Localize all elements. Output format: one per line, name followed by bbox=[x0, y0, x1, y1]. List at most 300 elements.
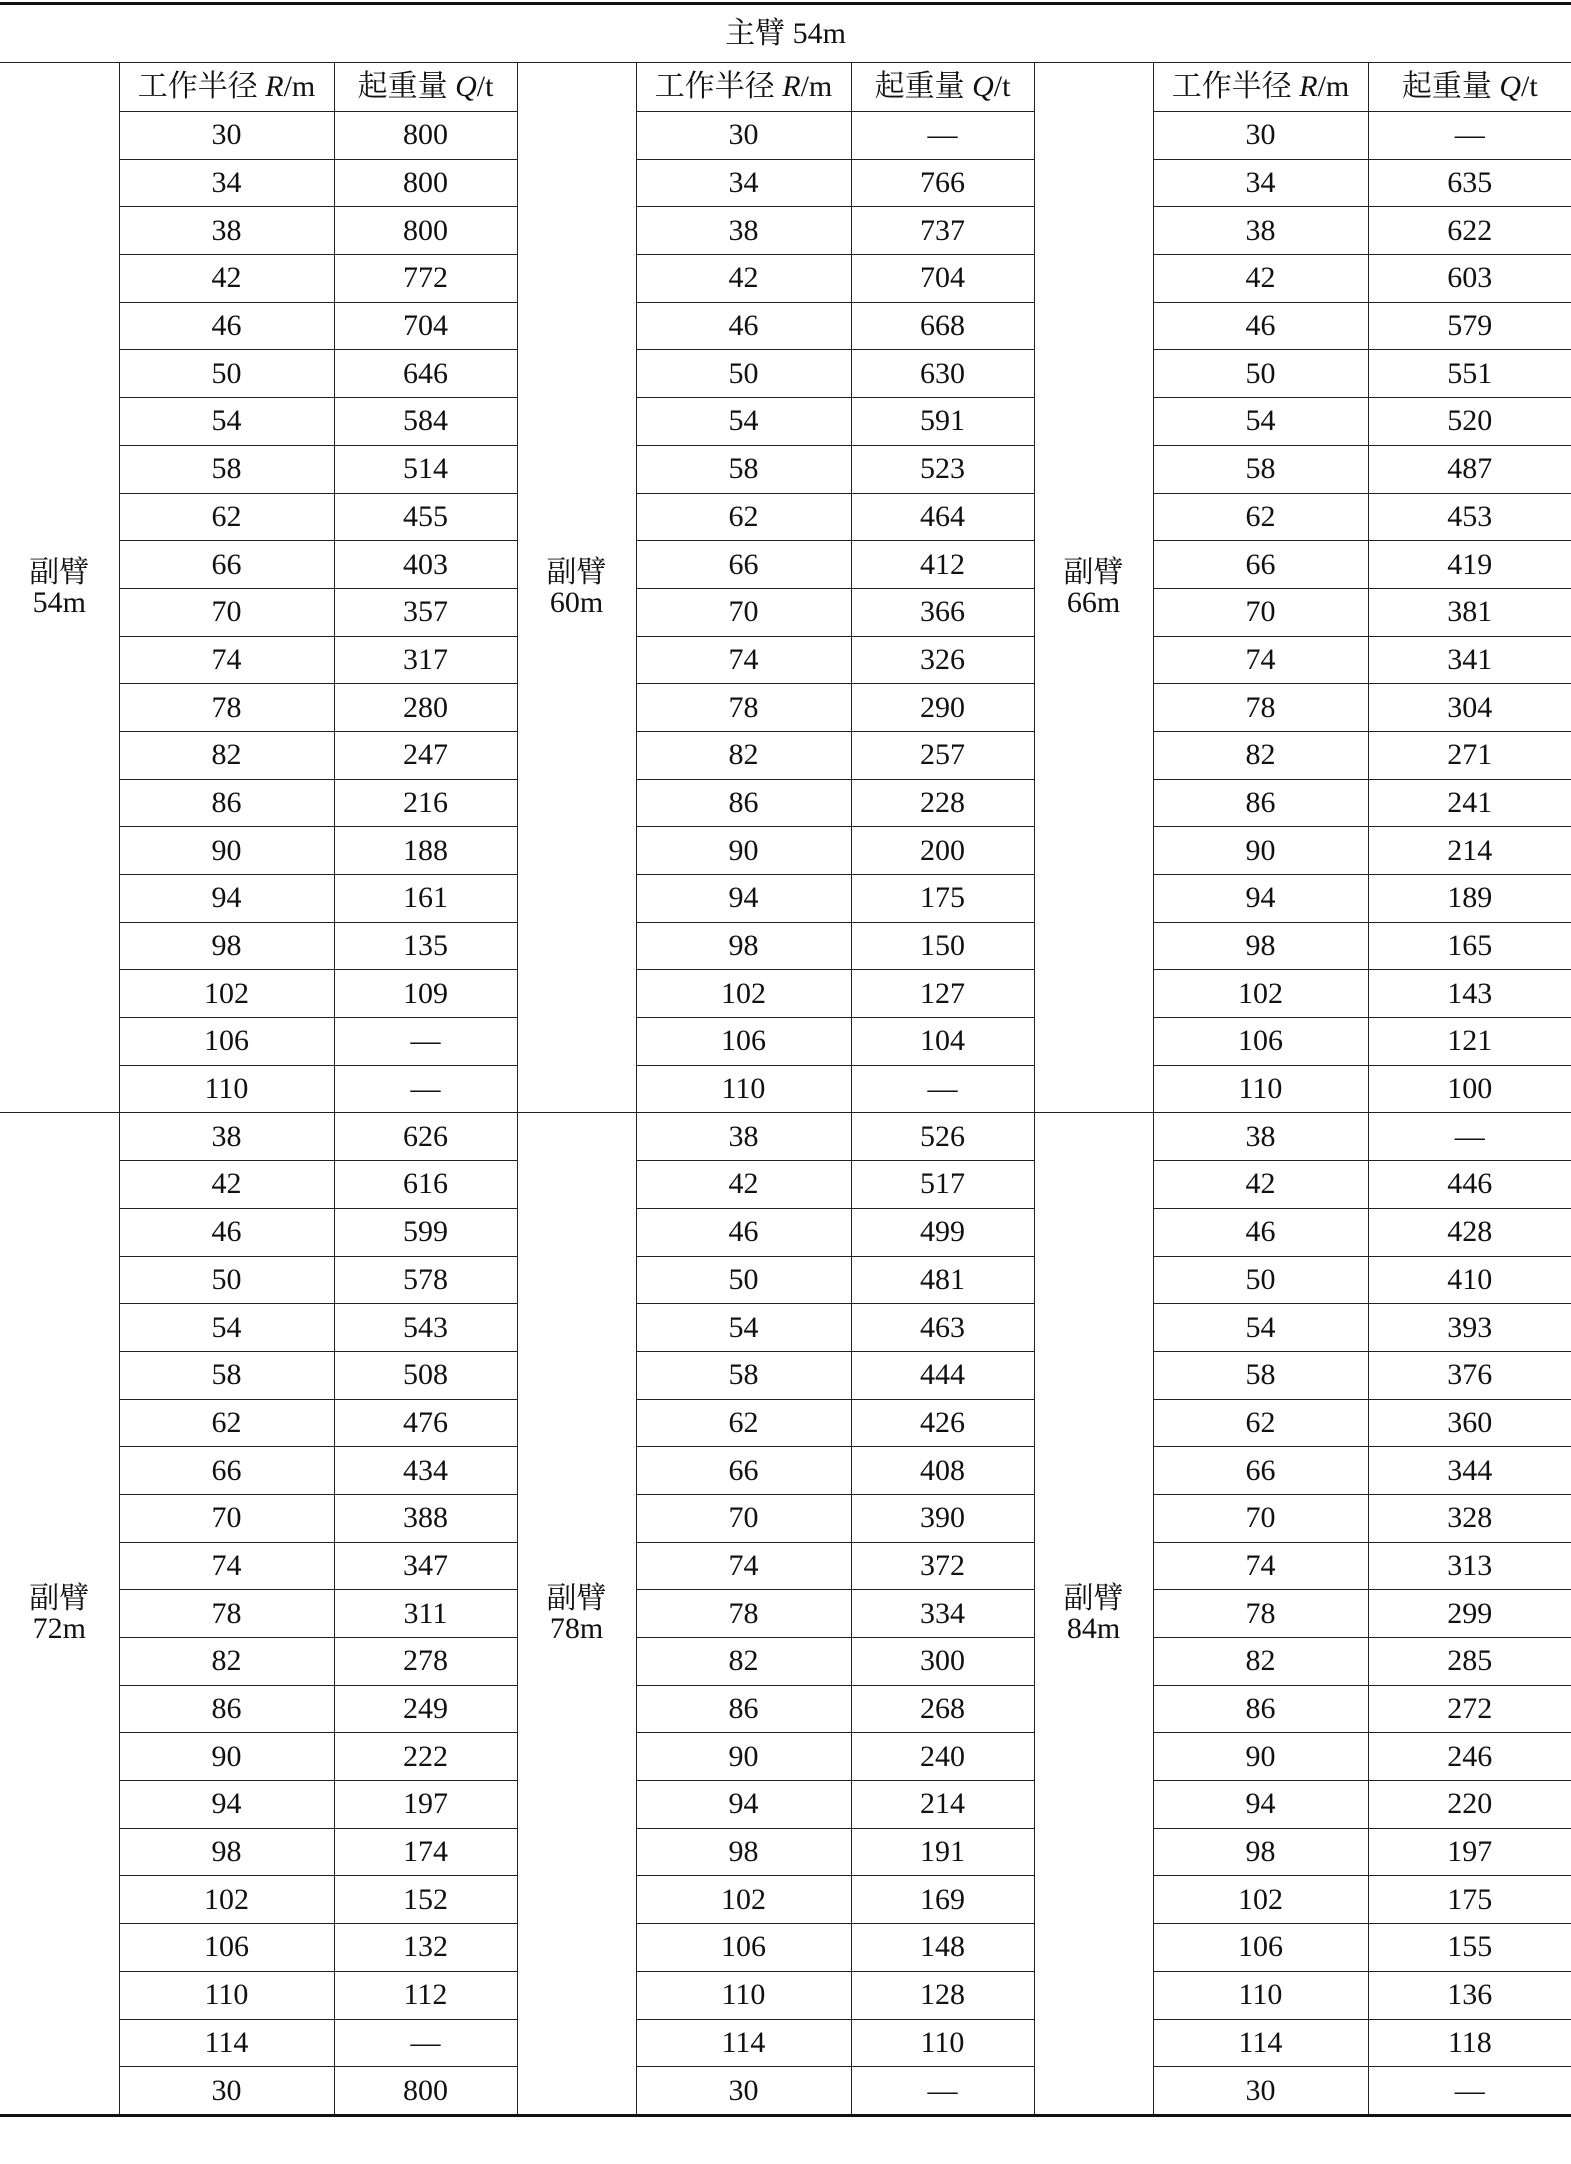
radius-cell: 114 bbox=[636, 2019, 851, 2067]
radius-cell: 42 bbox=[119, 1161, 334, 1209]
table-row bbox=[0, 493, 1571, 541]
jib-label: 副臂 bbox=[29, 555, 90, 589]
radius-cell: 90 bbox=[119, 827, 334, 875]
table-row bbox=[0, 207, 1571, 255]
capacity-cell: 626 bbox=[334, 1113, 517, 1161]
table-row bbox=[0, 827, 1571, 875]
radius-cell: 30 bbox=[119, 2067, 334, 2116]
capacity-cell: 112 bbox=[334, 1971, 517, 2019]
header-symbol: Q bbox=[1499, 70, 1522, 103]
radius-cell: 50 bbox=[1153, 1256, 1368, 1304]
radius-cell: 38 bbox=[119, 207, 334, 255]
radius-cell: 46 bbox=[119, 302, 334, 350]
radius-cell: 70 bbox=[1153, 1494, 1368, 1542]
capacity-cell: 357 bbox=[334, 588, 517, 636]
radius-cell: 70 bbox=[636, 1494, 851, 1542]
capacity-cell: 197 bbox=[1368, 1828, 1571, 1876]
radius-cell: 62 bbox=[119, 493, 334, 541]
capacity-cell: 135 bbox=[334, 922, 517, 970]
capacity-cell: 317 bbox=[334, 636, 517, 684]
table-row bbox=[0, 541, 1571, 589]
header-unit: /m bbox=[1317, 70, 1350, 103]
capacity-cell: 630 bbox=[851, 350, 1034, 398]
header-working-radius bbox=[636, 63, 851, 112]
capacity-cell: — bbox=[851, 112, 1034, 160]
radius-cell: 78 bbox=[119, 684, 334, 732]
radius-cell: 70 bbox=[1153, 588, 1368, 636]
capacity-cell: — bbox=[1368, 112, 1571, 160]
radius-cell: 42 bbox=[1153, 1161, 1368, 1209]
capacity-cell: 390 bbox=[851, 1494, 1034, 1542]
radius-cell: 86 bbox=[119, 1685, 334, 1733]
capacity-cell: 428 bbox=[1368, 1208, 1571, 1256]
table-title: 主臂 54m bbox=[0, 4, 1571, 63]
table-row bbox=[0, 159, 1571, 207]
radius-cell: 46 bbox=[636, 1208, 851, 1256]
jib-length-cell bbox=[0, 63, 119, 1113]
radius-cell: 82 bbox=[119, 731, 334, 779]
capacity-cell: — bbox=[334, 1018, 517, 1066]
capacity-cell: — bbox=[334, 1065, 517, 1113]
table-row bbox=[0, 636, 1571, 684]
header-label: 工作半径 bbox=[1171, 70, 1300, 103]
capacity-cell: 616 bbox=[334, 1161, 517, 1209]
capacity-cell: 579 bbox=[1368, 302, 1571, 350]
capacity-cell: 174 bbox=[334, 1828, 517, 1876]
capacity-cell: 551 bbox=[1368, 350, 1571, 398]
radius-cell: 90 bbox=[119, 1733, 334, 1781]
radius-cell: 74 bbox=[119, 1542, 334, 1590]
jib-label: 副臂 bbox=[1063, 555, 1124, 589]
radius-cell: 74 bbox=[119, 636, 334, 684]
capacity-cell: 800 bbox=[334, 159, 517, 207]
capacity-cell: 403 bbox=[334, 541, 517, 589]
radius-cell: 94 bbox=[1153, 875, 1368, 923]
capacity-cell: 800 bbox=[334, 207, 517, 255]
radius-cell: 110 bbox=[636, 1971, 851, 2019]
capacity-cell: 246 bbox=[1368, 1733, 1571, 1781]
capacity-cell: 132 bbox=[334, 1924, 517, 1972]
radius-cell: 46 bbox=[1153, 302, 1368, 350]
radius-cell: 62 bbox=[1153, 1399, 1368, 1447]
jib-length: 66m bbox=[1066, 585, 1121, 619]
capacity-cell: 155 bbox=[1368, 1924, 1571, 1972]
capacity-cell: 381 bbox=[1368, 588, 1571, 636]
header-unit: /t bbox=[993, 70, 1011, 103]
radius-cell: 106 bbox=[636, 1018, 851, 1066]
jib-length: 78m bbox=[549, 1611, 604, 1645]
capacity-cell: 100 bbox=[1368, 1065, 1571, 1113]
capacity-cell: 412 bbox=[851, 541, 1034, 589]
table-row bbox=[0, 1828, 1571, 1876]
capacity-cell: 426 bbox=[851, 1399, 1034, 1447]
radius-cell: 30 bbox=[1153, 2067, 1368, 2116]
table-row bbox=[0, 1876, 1571, 1924]
radius-cell: 82 bbox=[119, 1638, 334, 1686]
table-row bbox=[0, 1018, 1571, 1066]
capacity-cell: 347 bbox=[334, 1542, 517, 1590]
capacity-cell: 646 bbox=[334, 350, 517, 398]
capacity-cell: 591 bbox=[851, 398, 1034, 446]
radius-cell: 50 bbox=[636, 1256, 851, 1304]
capacity-cell: 127 bbox=[851, 970, 1034, 1018]
radius-cell: 98 bbox=[636, 922, 851, 970]
capacity-cell: 520 bbox=[1368, 398, 1571, 446]
capacity-cell: 175 bbox=[1368, 1876, 1571, 1924]
radius-cell: 38 bbox=[636, 207, 851, 255]
header-label: 工作半径 bbox=[654, 70, 783, 103]
table-row bbox=[0, 2019, 1571, 2067]
radius-cell: 42 bbox=[1153, 255, 1368, 303]
capacity-cell: 514 bbox=[334, 445, 517, 493]
capacity-cell: 344 bbox=[1368, 1447, 1571, 1495]
radius-cell: 78 bbox=[636, 1590, 851, 1638]
table-row bbox=[0, 588, 1571, 636]
capacity-cell: 285 bbox=[1368, 1638, 1571, 1686]
capacity-cell: 410 bbox=[1368, 1256, 1571, 1304]
radius-cell: 34 bbox=[636, 159, 851, 207]
capacity-cell: 152 bbox=[334, 1876, 517, 1924]
table-row bbox=[0, 1256, 1571, 1304]
header-working-radius bbox=[119, 63, 334, 112]
jib-length-cell bbox=[1034, 63, 1153, 1113]
radius-cell: 94 bbox=[119, 875, 334, 923]
radius-cell: 98 bbox=[1153, 1828, 1368, 1876]
capacity-cell: 216 bbox=[334, 779, 517, 827]
radius-cell: 86 bbox=[636, 779, 851, 827]
table-row bbox=[0, 1208, 1571, 1256]
capacity-cell: 772 bbox=[334, 255, 517, 303]
jib-length-cell bbox=[517, 1113, 636, 2115]
radius-cell: 102 bbox=[1153, 970, 1368, 1018]
capacity-cell: 603 bbox=[1368, 255, 1571, 303]
radius-cell: 30 bbox=[636, 2067, 851, 2116]
radius-cell: 62 bbox=[119, 1399, 334, 1447]
jib-length: 84m bbox=[1066, 1611, 1121, 1645]
capacity-cell: 240 bbox=[851, 1733, 1034, 1781]
capacity-cell: 328 bbox=[1368, 1494, 1571, 1542]
capacity-cell: 341 bbox=[1368, 636, 1571, 684]
capacity-cell: 272 bbox=[1368, 1685, 1571, 1733]
radius-cell: 58 bbox=[119, 445, 334, 493]
radius-cell: 90 bbox=[1153, 827, 1368, 875]
capacity-cell: 360 bbox=[1368, 1399, 1571, 1447]
radius-cell: 78 bbox=[636, 684, 851, 732]
capacity-cell: 268 bbox=[851, 1685, 1034, 1733]
radius-cell: 102 bbox=[636, 1876, 851, 1924]
radius-cell: 70 bbox=[119, 588, 334, 636]
capacity-cell: 188 bbox=[334, 827, 517, 875]
radius-cell: 74 bbox=[636, 636, 851, 684]
header-label: 起重量 bbox=[874, 70, 973, 103]
capacity-cell: 481 bbox=[851, 1256, 1034, 1304]
radius-cell: 34 bbox=[1153, 159, 1368, 207]
radius-cell: 94 bbox=[636, 875, 851, 923]
capacity-cell: 278 bbox=[334, 1638, 517, 1686]
table-row bbox=[0, 398, 1571, 446]
capacity-cell: 189 bbox=[1368, 875, 1571, 923]
capacity-cell: 487 bbox=[1368, 445, 1571, 493]
capacity-cell: 704 bbox=[334, 302, 517, 350]
radius-cell: 90 bbox=[636, 827, 851, 875]
table-row bbox=[0, 1304, 1571, 1352]
jib-label: 副臂 bbox=[546, 555, 607, 589]
header-symbol: Q bbox=[455, 70, 477, 103]
capacity-cell: 313 bbox=[1368, 1542, 1571, 1590]
capacity-cell: 737 bbox=[851, 207, 1034, 255]
capacity-cell: 455 bbox=[334, 493, 517, 541]
capacity-cell: 668 bbox=[851, 302, 1034, 350]
capacity-cell: 393 bbox=[1368, 1304, 1571, 1352]
header-unit: /m bbox=[800, 70, 833, 103]
capacity-cell: 408 bbox=[851, 1447, 1034, 1495]
capacity-cell: 446 bbox=[1368, 1161, 1571, 1209]
capacity-cell: 800 bbox=[334, 112, 517, 160]
radius-cell: 86 bbox=[119, 779, 334, 827]
radius-cell: 50 bbox=[119, 350, 334, 398]
radius-cell: 42 bbox=[119, 255, 334, 303]
capacity-cell: 599 bbox=[334, 1208, 517, 1256]
radius-cell: 110 bbox=[119, 1065, 334, 1113]
header-lifting-capacity bbox=[334, 63, 517, 112]
table-row bbox=[0, 779, 1571, 827]
table-row bbox=[0, 922, 1571, 970]
capacity-cell: 136 bbox=[1368, 1971, 1571, 2019]
header-label: 工作半径 bbox=[137, 70, 266, 103]
radius-cell: 98 bbox=[119, 1828, 334, 1876]
radius-cell: 66 bbox=[1153, 541, 1368, 589]
jib-length-cell bbox=[1034, 1113, 1153, 2115]
radius-cell: 38 bbox=[119, 1113, 334, 1161]
radius-cell: 38 bbox=[636, 1113, 851, 1161]
radius-cell: 62 bbox=[636, 1399, 851, 1447]
table-row bbox=[0, 1733, 1571, 1781]
table-row bbox=[0, 1924, 1571, 1972]
capacity-cell: 175 bbox=[851, 875, 1034, 923]
radius-cell: 98 bbox=[1153, 922, 1368, 970]
jib-length: 60m bbox=[549, 585, 604, 619]
radius-cell: 74 bbox=[1153, 636, 1368, 684]
capacity-cell: 214 bbox=[1368, 827, 1571, 875]
capacity-cell: 635 bbox=[1368, 159, 1571, 207]
radius-cell: 58 bbox=[636, 445, 851, 493]
radius-cell: 94 bbox=[1153, 1781, 1368, 1829]
capacity-cell: 517 bbox=[851, 1161, 1034, 1209]
radius-cell: 78 bbox=[119, 1590, 334, 1638]
capacity-cell: 300 bbox=[851, 1638, 1034, 1686]
jib-length-cell bbox=[0, 1113, 119, 2115]
radius-cell: 110 bbox=[1153, 1971, 1368, 2019]
radius-cell: 54 bbox=[1153, 398, 1368, 446]
header-lifting-capacity bbox=[1368, 63, 1571, 112]
capacity-cell: 453 bbox=[1368, 493, 1571, 541]
capacity-cell: 704 bbox=[851, 255, 1034, 303]
header-unit: /t bbox=[1521, 70, 1538, 103]
capacity-cell: 299 bbox=[1368, 1590, 1571, 1638]
radius-cell: 86 bbox=[1153, 779, 1368, 827]
capacity-cell: 200 bbox=[851, 827, 1034, 875]
table-row bbox=[0, 1113, 1571, 1161]
radius-cell: 102 bbox=[1153, 1876, 1368, 1924]
radius-cell: 110 bbox=[1153, 1065, 1368, 1113]
header-row bbox=[0, 63, 1571, 112]
radius-cell: 66 bbox=[1153, 1447, 1368, 1495]
capacity-cell: 104 bbox=[851, 1018, 1034, 1066]
jib-label: 副臂 bbox=[1063, 1581, 1124, 1615]
capacity-cell: 110 bbox=[851, 2019, 1034, 2067]
capacity-cell: 161 bbox=[334, 875, 517, 923]
capacity-cell: 508 bbox=[334, 1351, 517, 1399]
table-row bbox=[0, 1590, 1571, 1638]
table-row bbox=[0, 1399, 1571, 1447]
capacity-cell: 150 bbox=[851, 922, 1034, 970]
radius-cell: 102 bbox=[636, 970, 851, 1018]
capacity-cell: — bbox=[851, 2067, 1034, 2116]
capacity-cell: 165 bbox=[1368, 922, 1571, 970]
radius-cell: 66 bbox=[636, 1447, 851, 1495]
radius-cell: 82 bbox=[1153, 731, 1368, 779]
table-row bbox=[0, 1971, 1571, 2019]
radius-cell: 54 bbox=[636, 1304, 851, 1352]
capacity-cell: 197 bbox=[334, 1781, 517, 1829]
capacity-cell: 280 bbox=[334, 684, 517, 732]
table-row bbox=[0, 350, 1571, 398]
radius-cell: 46 bbox=[119, 1208, 334, 1256]
radius-cell: 38 bbox=[1153, 207, 1368, 255]
radius-cell: 74 bbox=[1153, 1542, 1368, 1590]
capacity-cell: 499 bbox=[851, 1208, 1034, 1256]
radius-cell: 106 bbox=[119, 1018, 334, 1066]
table-row bbox=[0, 1065, 1571, 1113]
radius-cell: 82 bbox=[1153, 1638, 1368, 1686]
radius-cell: 54 bbox=[636, 398, 851, 446]
capacity-cell: 419 bbox=[1368, 541, 1571, 589]
capacity-cell: 148 bbox=[851, 1924, 1034, 1972]
capacity-cell: 476 bbox=[334, 1399, 517, 1447]
capacity-cell: — bbox=[1368, 1113, 1571, 1161]
header-lifting-capacity bbox=[851, 63, 1034, 112]
radius-cell: 30 bbox=[119, 112, 334, 160]
radius-cell: 86 bbox=[1153, 1685, 1368, 1733]
radius-cell: 62 bbox=[1153, 493, 1368, 541]
capacity-cell: 249 bbox=[334, 1685, 517, 1733]
capacity-cell: — bbox=[334, 2019, 517, 2067]
radius-cell: 94 bbox=[636, 1781, 851, 1829]
capacity-cell: 290 bbox=[851, 684, 1034, 732]
radius-cell: 82 bbox=[636, 731, 851, 779]
table-row bbox=[0, 1542, 1571, 1590]
capacity-cell: 766 bbox=[851, 159, 1034, 207]
capacity-cell: 578 bbox=[334, 1256, 517, 1304]
radius-cell: 58 bbox=[1153, 1351, 1368, 1399]
capacity-cell: 222 bbox=[334, 1733, 517, 1781]
radius-cell: 114 bbox=[1153, 2019, 1368, 2067]
capacity-cell: 388 bbox=[334, 1494, 517, 1542]
capacity-cell: — bbox=[1368, 2067, 1571, 2116]
radius-cell: 34 bbox=[119, 159, 334, 207]
capacity-cell: 121 bbox=[1368, 1018, 1571, 1066]
load-chart-table bbox=[0, 2, 1571, 2117]
header-symbol: Q bbox=[972, 70, 994, 103]
radius-cell: 66 bbox=[636, 541, 851, 589]
capacity-cell: 214 bbox=[851, 1781, 1034, 1829]
radius-cell: 50 bbox=[1153, 350, 1368, 398]
capacity-cell: 191 bbox=[851, 1828, 1034, 1876]
capacity-cell: 143 bbox=[1368, 970, 1571, 1018]
radius-cell: 42 bbox=[636, 255, 851, 303]
radius-cell: 54 bbox=[1153, 1304, 1368, 1352]
capacity-cell: 220 bbox=[1368, 1781, 1571, 1829]
radius-cell: 46 bbox=[1153, 1208, 1368, 1256]
radius-cell: 30 bbox=[1153, 112, 1368, 160]
capacity-cell: 526 bbox=[851, 1113, 1034, 1161]
table-row bbox=[0, 1161, 1571, 1209]
radius-cell: 46 bbox=[636, 302, 851, 350]
header-symbol: R bbox=[782, 70, 801, 103]
capacity-cell: 523 bbox=[851, 445, 1034, 493]
table-row bbox=[0, 1351, 1571, 1399]
radius-cell: 98 bbox=[119, 922, 334, 970]
table-row bbox=[0, 1781, 1571, 1829]
table-row bbox=[0, 1447, 1571, 1495]
table-row bbox=[0, 255, 1571, 303]
radius-cell: 70 bbox=[119, 1494, 334, 1542]
table-row bbox=[0, 970, 1571, 1018]
table-row bbox=[0, 731, 1571, 779]
radius-cell: 106 bbox=[119, 1924, 334, 1972]
title-row bbox=[0, 4, 1571, 63]
radius-cell: 102 bbox=[119, 1876, 334, 1924]
header-unit: /t bbox=[476, 70, 494, 103]
radius-cell: 106 bbox=[636, 1924, 851, 1972]
radius-cell: 42 bbox=[636, 1161, 851, 1209]
capacity-cell: 247 bbox=[334, 731, 517, 779]
table-row bbox=[0, 1494, 1571, 1542]
radius-cell: 114 bbox=[119, 2019, 334, 2067]
radius-cell: 54 bbox=[119, 1304, 334, 1352]
header-label: 起重量 bbox=[357, 70, 456, 103]
jib-label: 副臂 bbox=[546, 1581, 607, 1615]
radius-cell: 62 bbox=[636, 493, 851, 541]
table-row bbox=[0, 445, 1571, 493]
capacity-cell: 257 bbox=[851, 731, 1034, 779]
header-symbol: R bbox=[1299, 70, 1318, 103]
capacity-cell: 228 bbox=[851, 779, 1034, 827]
jib-length: 54m bbox=[32, 585, 86, 619]
capacity-cell: 118 bbox=[1368, 2019, 1571, 2067]
table-row bbox=[0, 1638, 1571, 1686]
radius-cell: 102 bbox=[119, 970, 334, 1018]
radius-cell: 58 bbox=[119, 1351, 334, 1399]
capacity-cell: 366 bbox=[851, 588, 1034, 636]
capacity-cell: — bbox=[851, 1065, 1034, 1113]
radius-cell: 90 bbox=[1153, 1733, 1368, 1781]
table-row bbox=[0, 302, 1571, 350]
capacity-cell: 376 bbox=[1368, 1351, 1571, 1399]
radius-cell: 38 bbox=[1153, 1113, 1368, 1161]
capacity-cell: 271 bbox=[1368, 731, 1571, 779]
table-row bbox=[0, 1685, 1571, 1733]
radius-cell: 58 bbox=[636, 1351, 851, 1399]
capacity-cell: 304 bbox=[1368, 684, 1571, 732]
radius-cell: 70 bbox=[636, 588, 851, 636]
radius-cell: 106 bbox=[1153, 1924, 1368, 1972]
radius-cell: 74 bbox=[636, 1542, 851, 1590]
capacity-cell: 128 bbox=[851, 1971, 1034, 2019]
capacity-cell: 464 bbox=[851, 493, 1034, 541]
radius-cell: 86 bbox=[636, 1685, 851, 1733]
radius-cell: 54 bbox=[119, 398, 334, 446]
